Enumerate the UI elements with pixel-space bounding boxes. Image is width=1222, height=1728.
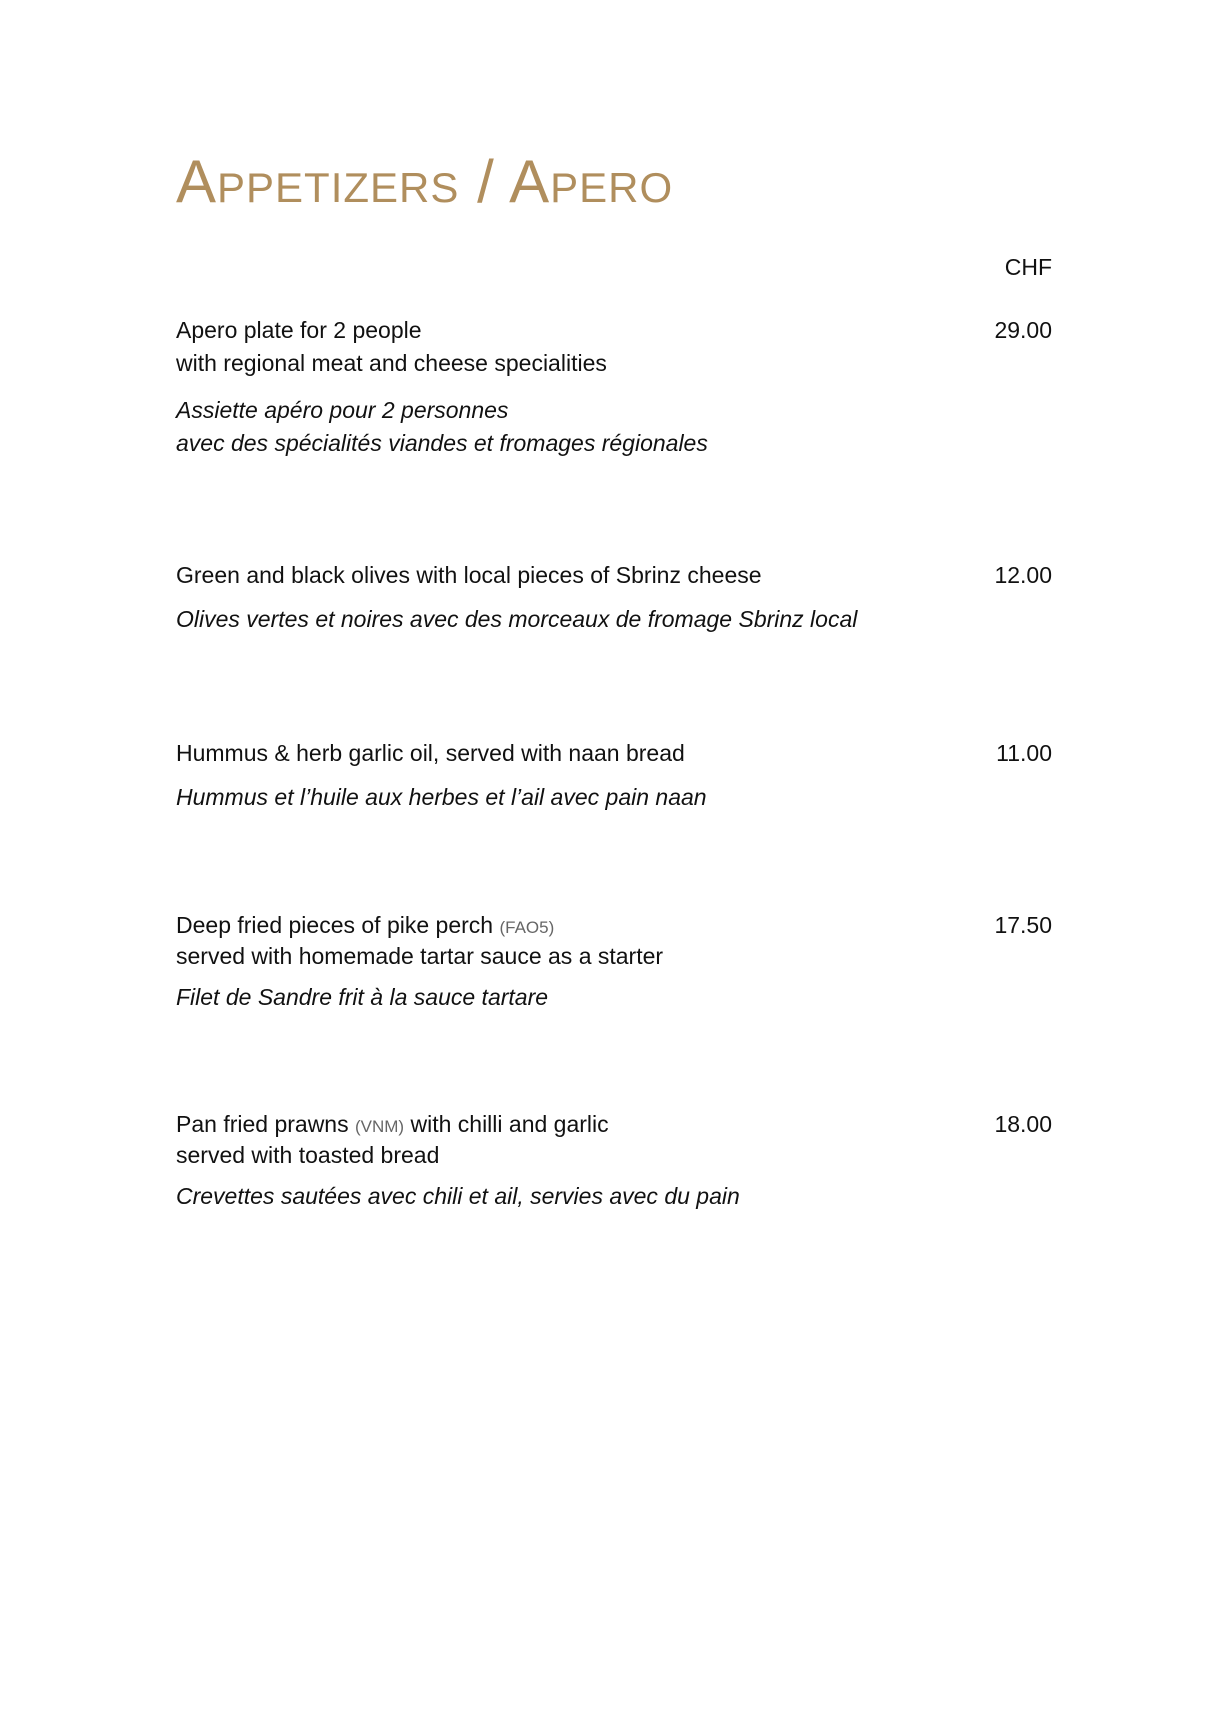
item-name-line xyxy=(176,911,936,942)
item-price: 18.00 xyxy=(994,1111,1052,1137)
item-desc-line: Assiette apéro pour 2 personnes xyxy=(176,397,509,423)
item-name-fr xyxy=(176,781,976,814)
item-name-line: Hummus & herb garlic oil, served with naan bread xyxy=(176,740,685,766)
item-name-en xyxy=(176,911,936,970)
item-price: 17.50 xyxy=(994,912,1052,938)
item-name-en xyxy=(176,316,936,377)
item-price: 12.00 xyxy=(994,562,1052,588)
item-name-line: served with toasted bread xyxy=(176,1142,440,1168)
item-name-fr xyxy=(176,981,976,1014)
item-name-line: Green and black olives with local pieces of Sbrinz cheese xyxy=(176,562,762,588)
item-name-text: Deep fried pieces of pike perch xyxy=(176,912,500,938)
item-name-fr xyxy=(176,1180,976,1213)
item-name-line: Apero plate for 2 people xyxy=(176,317,422,343)
item-desc-line: Hummus et l’huile aux herbes et l’ail avec pain naan xyxy=(176,784,707,810)
currency-label: CHF xyxy=(1004,254,1052,280)
item-price: 11.00 xyxy=(996,740,1052,766)
item-name-line: served with homemade tartar sauce as a starter xyxy=(176,943,664,969)
page-title: Appetizers / Apero xyxy=(176,148,674,215)
item-price: 29.00 xyxy=(994,317,1052,343)
item-name-fr xyxy=(176,603,976,636)
item-desc-line: Olives vertes et noires avec des morceaux de fromage Sbrinz local xyxy=(176,606,858,632)
item-desc-line: Filet de Sandre frit à la sauce tartare xyxy=(176,984,549,1010)
item-name-fr xyxy=(176,394,976,460)
origin-tag: (VNM) xyxy=(354,1117,405,1136)
item-desc-line: avec des spécialités viandes et fromages régionales xyxy=(176,430,708,456)
item-name-text: with chilli and garlic xyxy=(404,1111,609,1137)
item-name-line: with regional meat and cheese specialities xyxy=(176,350,607,376)
item-name-text: Pan fried prawns xyxy=(176,1111,355,1137)
origin-tag: (FAO5) xyxy=(499,918,555,937)
item-name-en xyxy=(176,1110,936,1169)
item-name-line xyxy=(176,1110,936,1141)
item-name-en xyxy=(176,561,936,589)
item-name-en xyxy=(176,739,936,767)
item-desc-line: Crevettes sautées avec chili et ail, servies avec du pain xyxy=(176,1183,740,1209)
